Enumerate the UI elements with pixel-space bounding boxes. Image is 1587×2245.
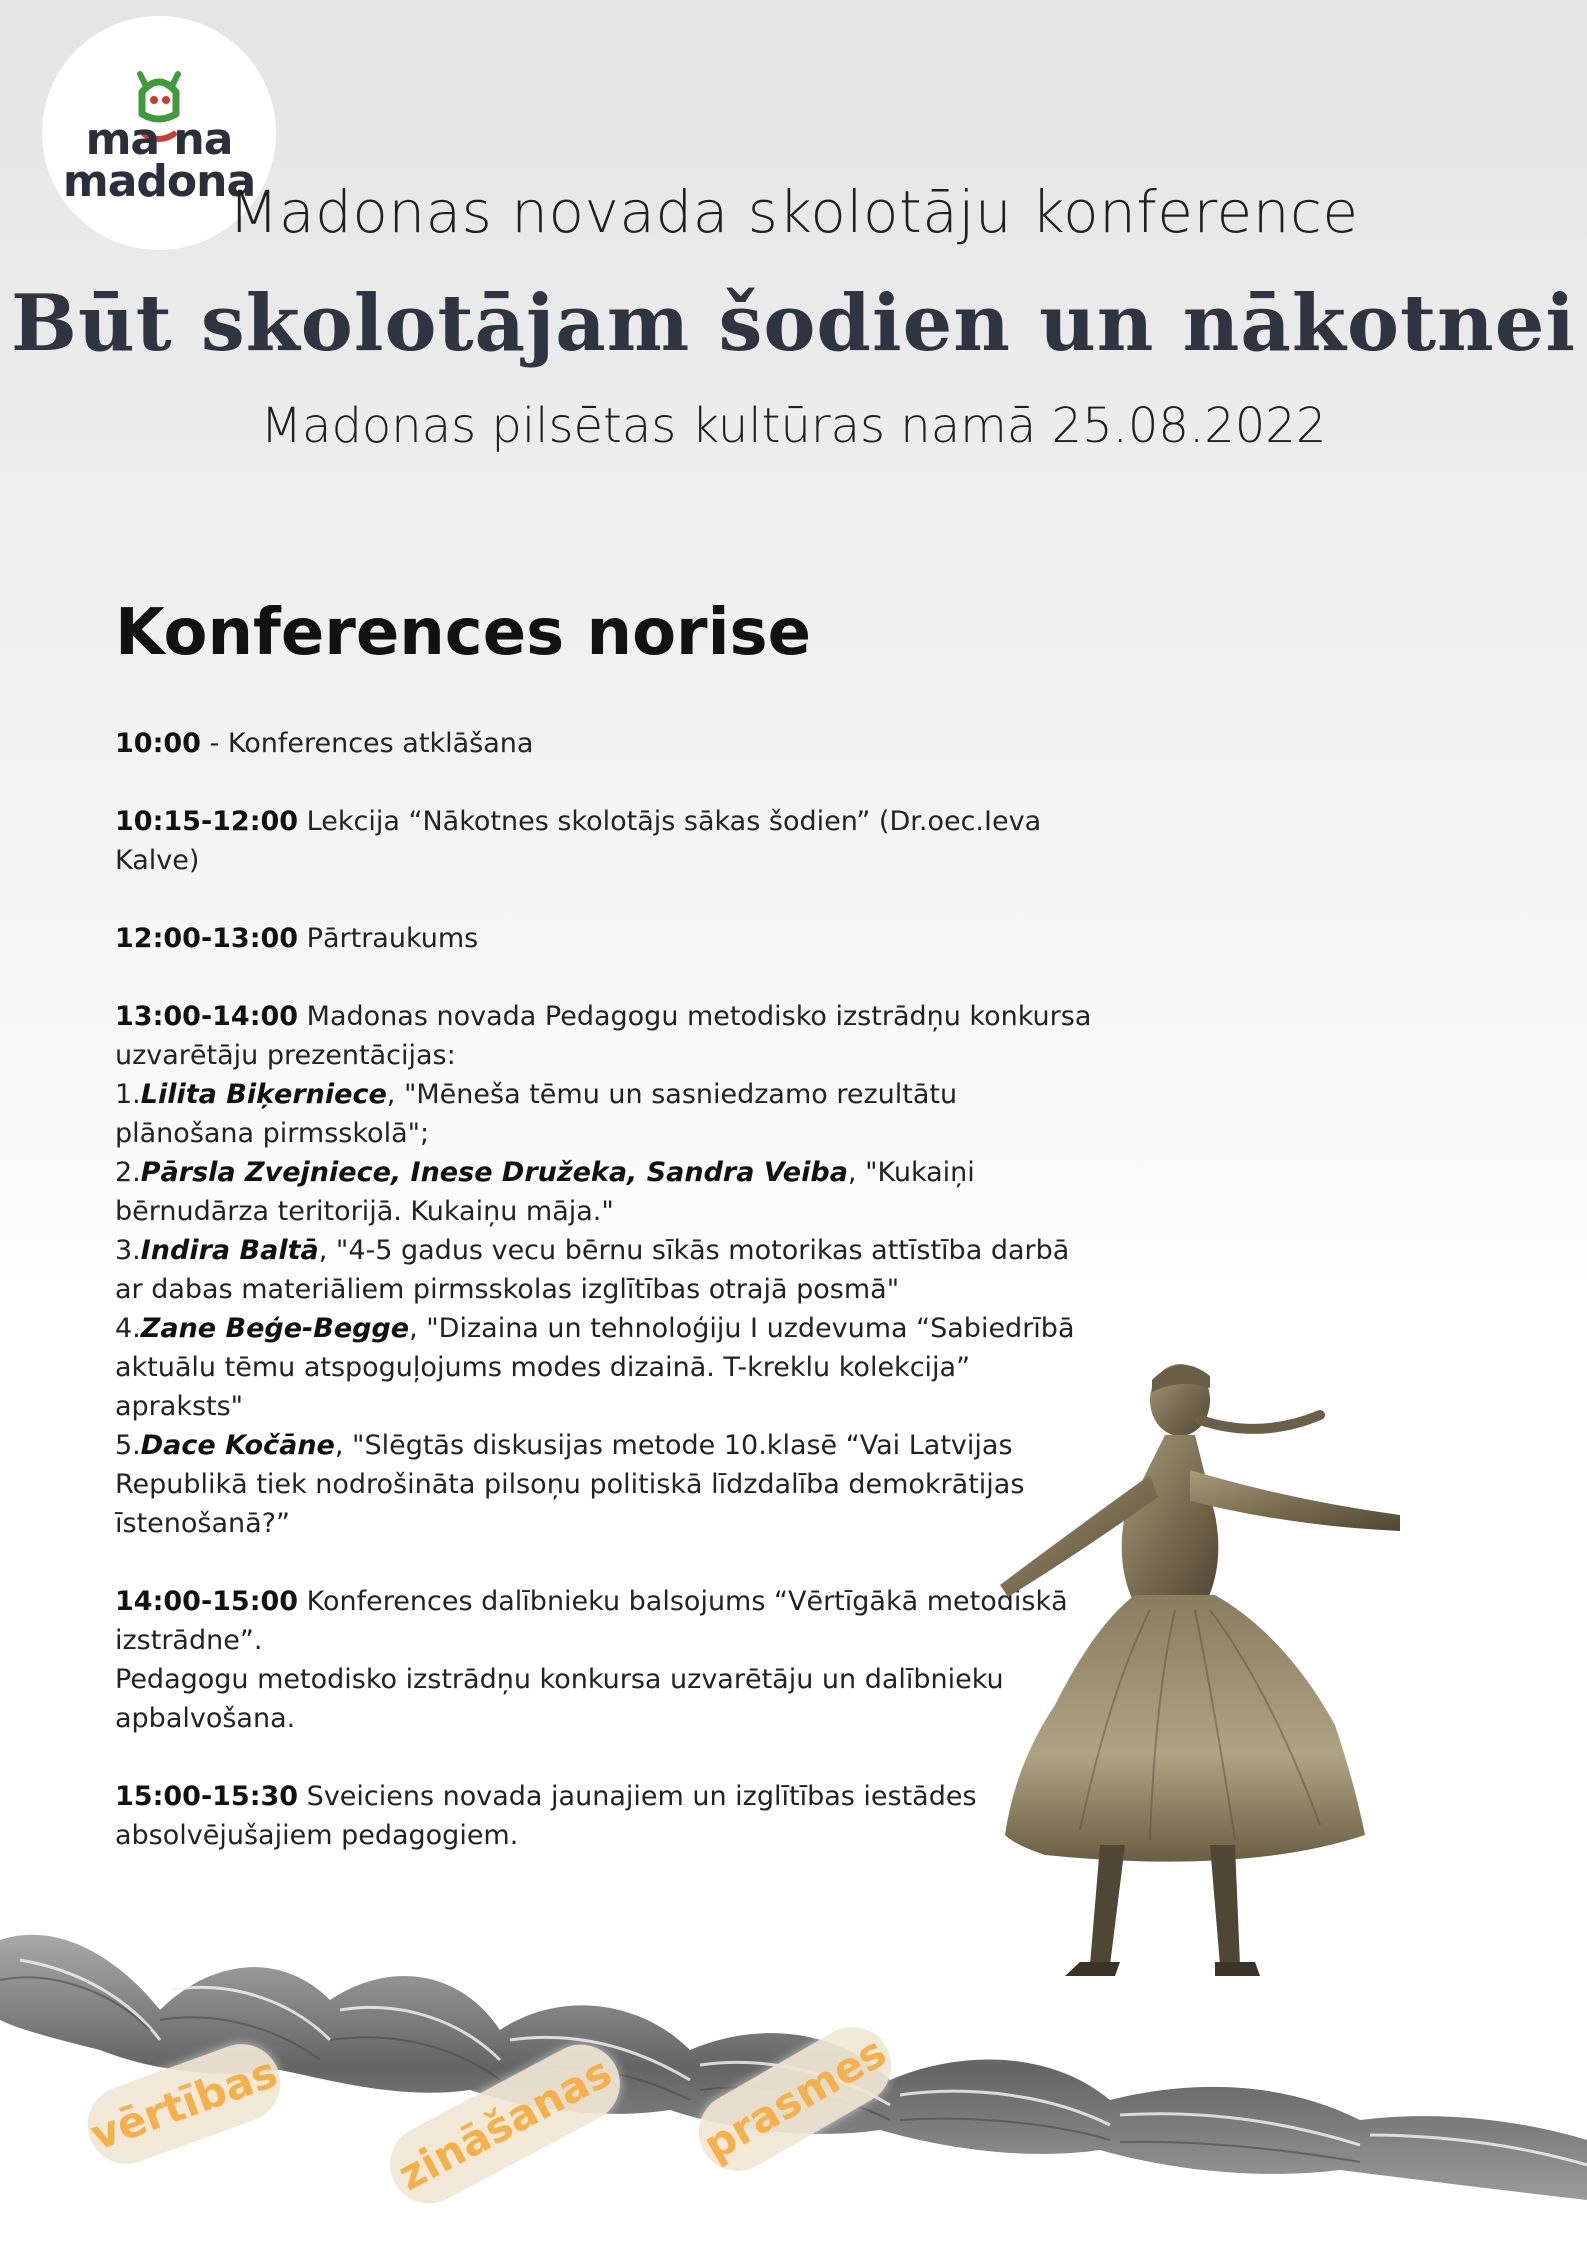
schedule-text: Lekcija “Nākotnes skolotājs sākas šodien” (Dr.oec.Ieva Kalve) — [115, 806, 1042, 876]
schedule-text: Pedagogu metodisko izstrādņu konkursa uzvarētāju un dalībnieku apbalvošana. — [115, 1664, 1004, 1734]
schedule-time: 10:00 — [115, 728, 201, 759]
entry-author: Pārsla Zvejniece, Inese Družeka, Sandra Veiba — [140, 1157, 848, 1188]
conference-name: Madonas novada skolotāju konference — [228, 178, 1359, 246]
schedule-text: Madonas novada Pedagogu metodisko izstrādņu konkursa uzvarētāju prezentācijas: — [115, 1001, 1092, 1071]
schedule-text: - Konferences atklāšana — [200, 728, 534, 759]
entry-title: , "4-5 gadus vecu bērnu sīkās motorikas attīstība darbā ar dabas materiāliem pirmsskolas izglītības otrajā posmā" — [115, 1235, 1070, 1305]
entry-author: Zane Beģe-Begge — [140, 1313, 410, 1344]
entry-author: Dace Kočāne — [140, 1430, 335, 1461]
schedule-item — [115, 724, 1095, 763]
schedule-time: 10:15-12:00 — [115, 806, 299, 837]
entry-number: 2. — [115, 1157, 141, 1188]
entry-title: , "Kukaiņi bērnudārza teritorijā. Kukaiņu māja." — [115, 1157, 975, 1227]
schedule-time: 14:00-15:00 — [115, 1586, 299, 1617]
entry-number: 4. — [115, 1313, 141, 1344]
tag-skills: prasmes — [685, 2013, 906, 2186]
program-heading: Konferences norise — [115, 596, 812, 670]
entry-number: 1. — [115, 1079, 141, 1110]
entry-author: Indira Baltā — [140, 1235, 319, 1266]
tag-values: vērtības — [77, 2033, 292, 2175]
schedule-item — [115, 919, 1095, 958]
schedule-time: 15:00-15:30 — [115, 1781, 299, 1812]
schedule-text: Konferences dalībnieku balsojums “Vērtīgākā metodiskā izstrādne”. — [115, 1586, 1068, 1656]
schedule-time: 13:00-14:00 — [115, 1001, 299, 1032]
entry-title: , "Mēneša tēmu un sasniedzamo rezultātu plānošana pirmsskolā"; — [115, 1079, 958, 1149]
entry-number: 3. — [115, 1235, 141, 1266]
logo-text-bottom: madona — [62, 156, 256, 207]
entry-title: , "Slēgtās diskusijas metode 10.klasē “Vai Latvijas Republikā tiek nodrošināta pilsoņu politiskā līdzdalība demokrātijas īstenošanā?” — [115, 1430, 1025, 1539]
venue-date: Madonas pilsētas kultūras namā 25.08.2022 — [260, 398, 1327, 454]
entry-title: , "Dizaina un tehnoloģiju I uzdevuma “Sabiedrībā aktuālu tēmu atspoguļojums modes dizainā. T-kreklu kolekcija” apraksts" — [115, 1313, 1075, 1422]
entry-number: 5. — [115, 1430, 141, 1461]
schedule-text: Pārtraukums — [298, 923, 479, 954]
logo-text-top: ma na — [85, 114, 233, 165]
schedule-text: Sveiciens novada jaunajiem un izglītības iestādes absolvējušajiem pedagogiem. — [115, 1781, 977, 1851]
page-title: Būt skolotājam šodien un nākotnei — [11, 278, 1576, 369]
statue-image — [890, 1350, 1510, 2030]
schedule-item — [115, 802, 1095, 880]
schedule-time: 12:00-13:00 — [115, 923, 299, 954]
tag-knowledge: zināšanas — [376, 2031, 633, 2217]
entry-author: Lilita Biķerniece — [140, 1079, 387, 1110]
